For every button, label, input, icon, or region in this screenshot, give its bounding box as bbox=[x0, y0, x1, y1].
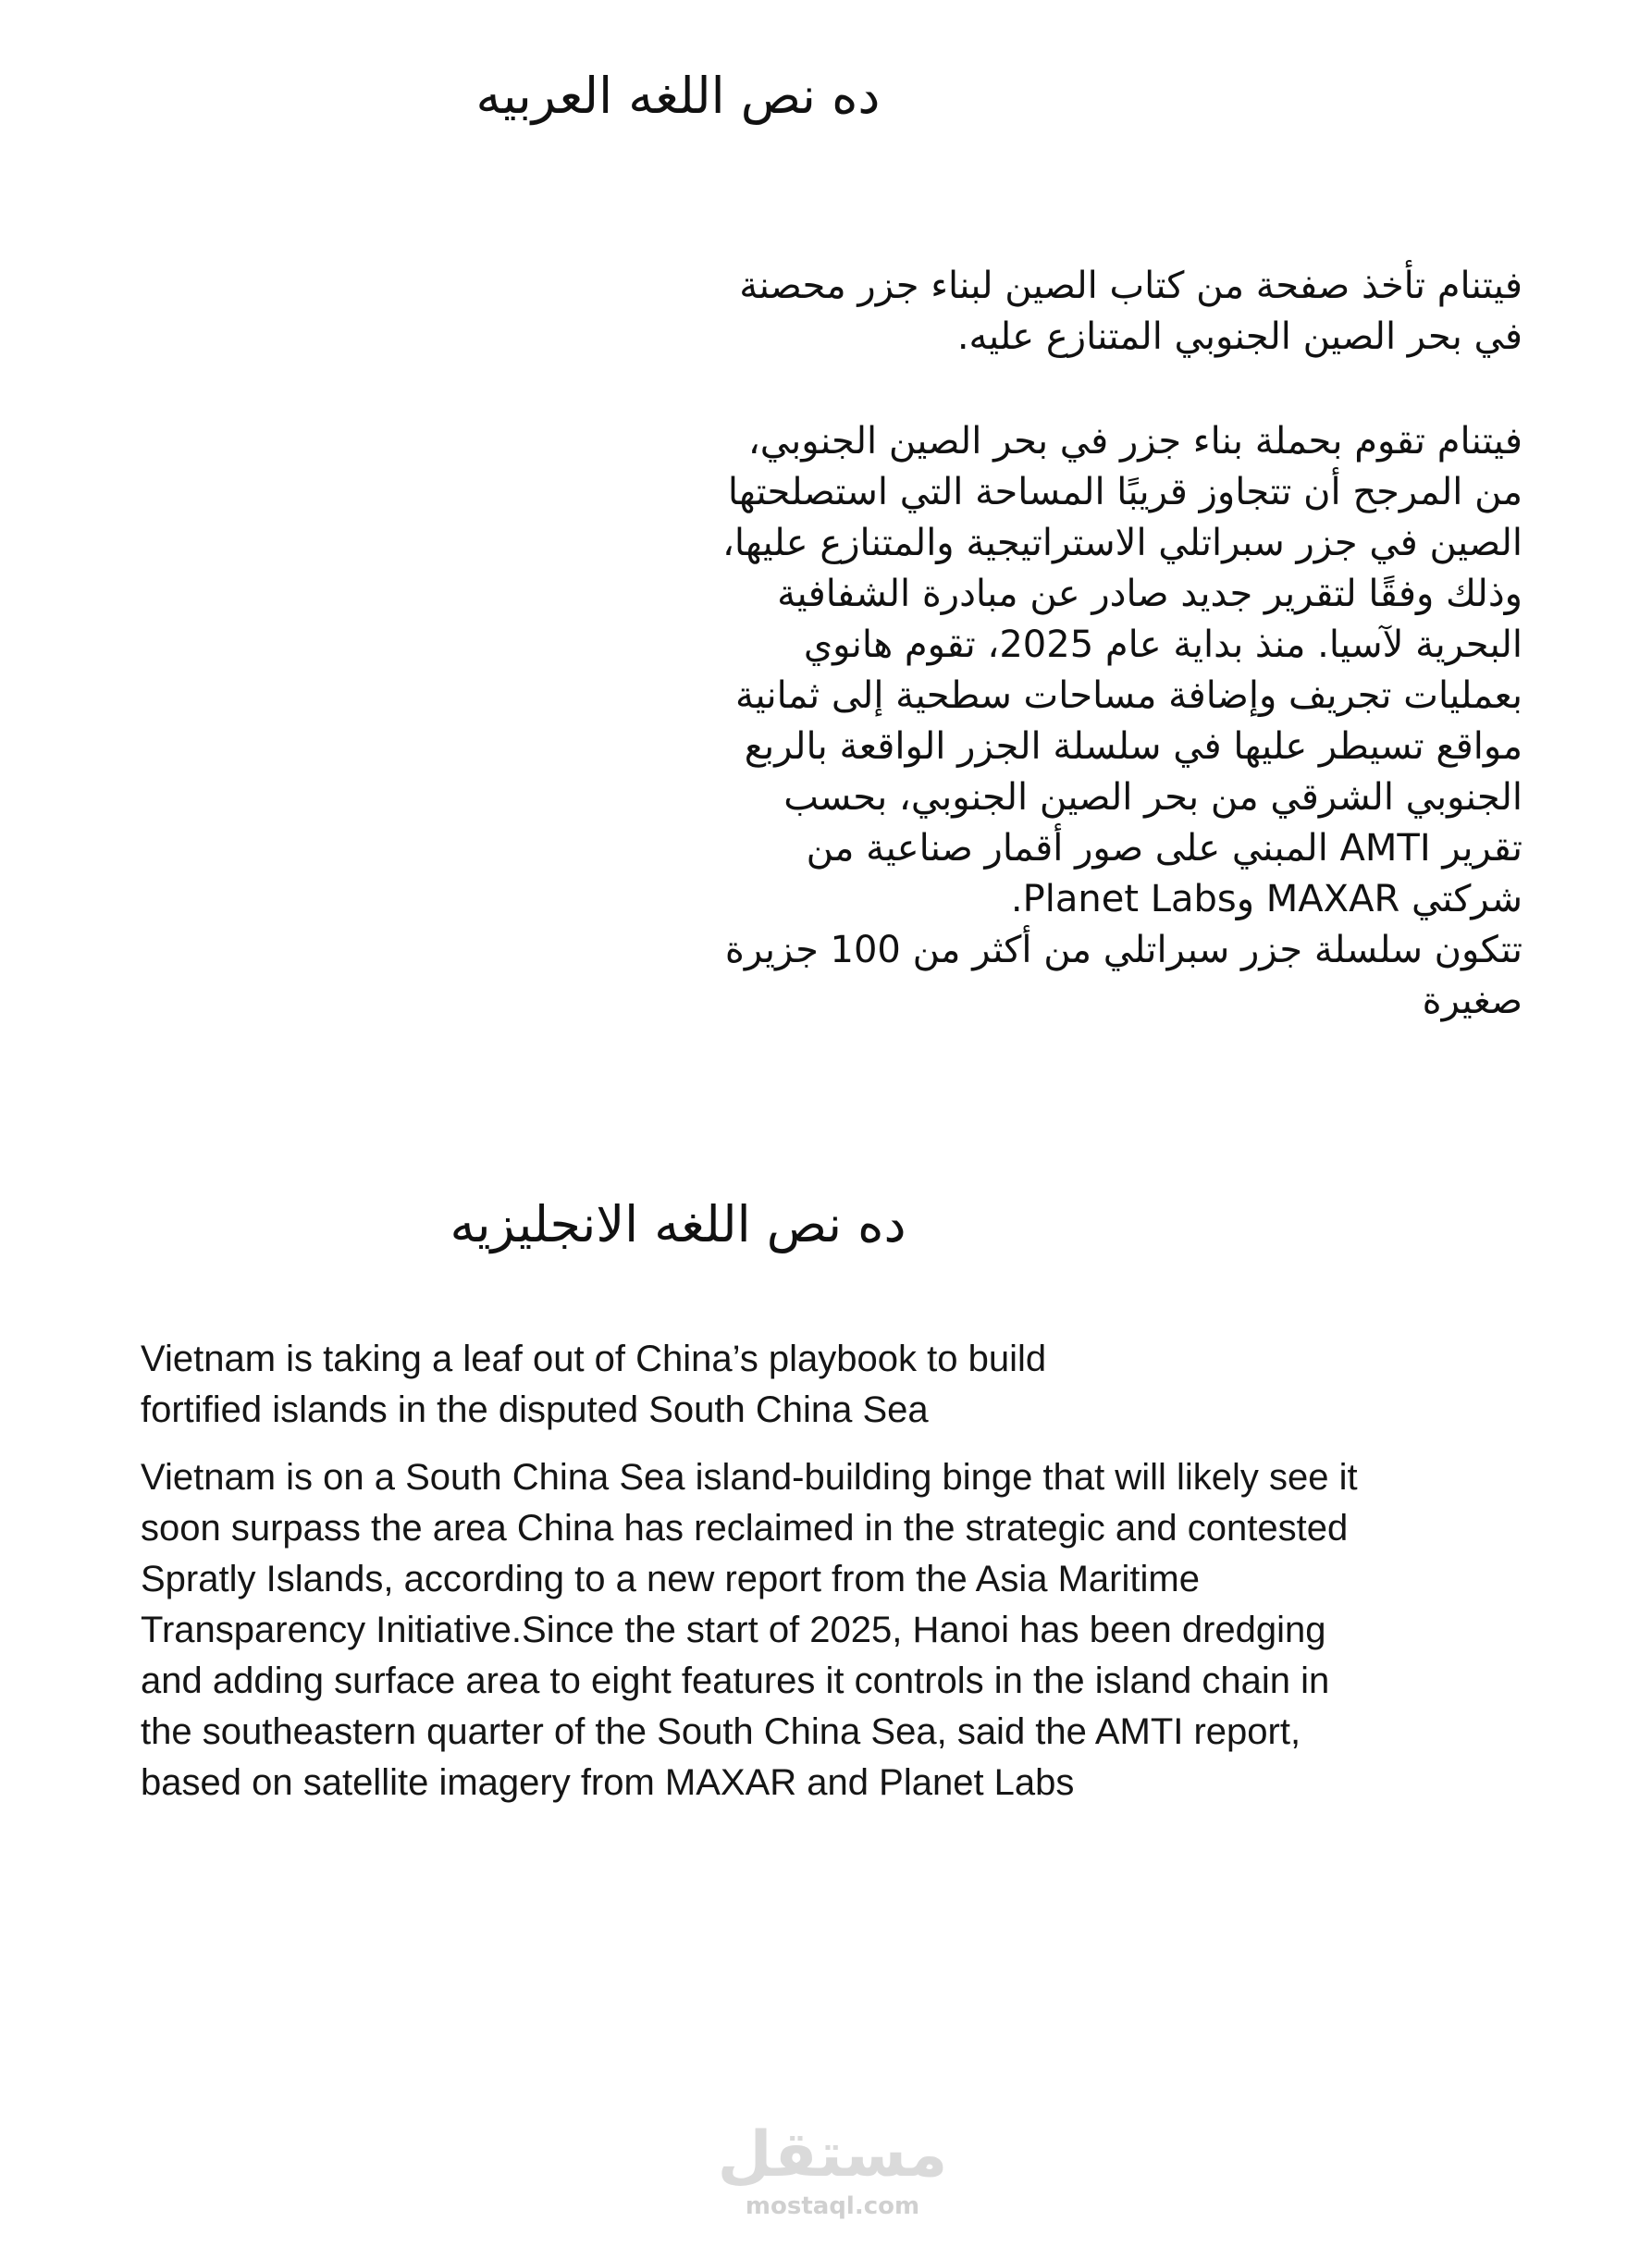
english-section-heading: ده نص اللغه الانجليزيه bbox=[450, 1195, 906, 1253]
english-article-title: Vietnam is taking a leaf out of China’s playbook to build fortified islands in the disputed South China Sea bbox=[141, 1339, 1047, 1430]
english-article-body: Vietnam is on a South China Sea island-building binge that will likely see it soon surpass the area China has reclaimed in the strategic and contested Spratly Islands, according to a new report from the Asia Maritime Transparency Initiative.Since the start of 2025, Hanoi has been dredging and adding surface area to eight features it controls in the island chain in the southeastern quarter of the South China Sea, said the AMTI report, based on satellite imagery from MAXAR and Planet Labs bbox=[141, 1457, 1358, 1803]
mostaql-watermark bbox=[703, 2118, 962, 2220]
watermark-url: mostaql.com bbox=[745, 2192, 920, 2220]
watermark-logo: مستقل bbox=[717, 2118, 948, 2191]
arabic-section-heading: ده نص اللغه العربيه bbox=[475, 67, 881, 125]
arabic-article-title: فيتنام تأخذ صفحة من كتاب الصين لبناء جزر محصنة في بحر الصين الجنوبي المتنازع عليه. bbox=[739, 265, 1523, 358]
arabic-article-body: فيتنام تقوم بحملة بناء جزر في بحر الصين الجنوبي، من المرجح أن تتجاوز قريبًا المساحة التي استصلحتها الصين في جزر سبراتلي الاستراتيجية والمتنازع عليها، وذلك وفقًا لتقرير جديد صادر عن مبادرة الشفافية البحرية لآسيا. منذ بداية عام 2025، تقوم هانوي بعمليات تجريف وإضافة مساحات سطحية إلى ثمانية مواقع تسيطر عليها في سلسلة الجزر الواقعة بالربع الجنوبي الشرقي من بحر الصين الجنوبي، بحسب تقرير AMTI المبني على صور أقمار صناعية من شركتي MAXAR وPlanet Labs. تتكون سلسلة جزر سبراتلي من أكثر من 100 جزيرة صغيرة bbox=[721, 420, 1523, 1022]
